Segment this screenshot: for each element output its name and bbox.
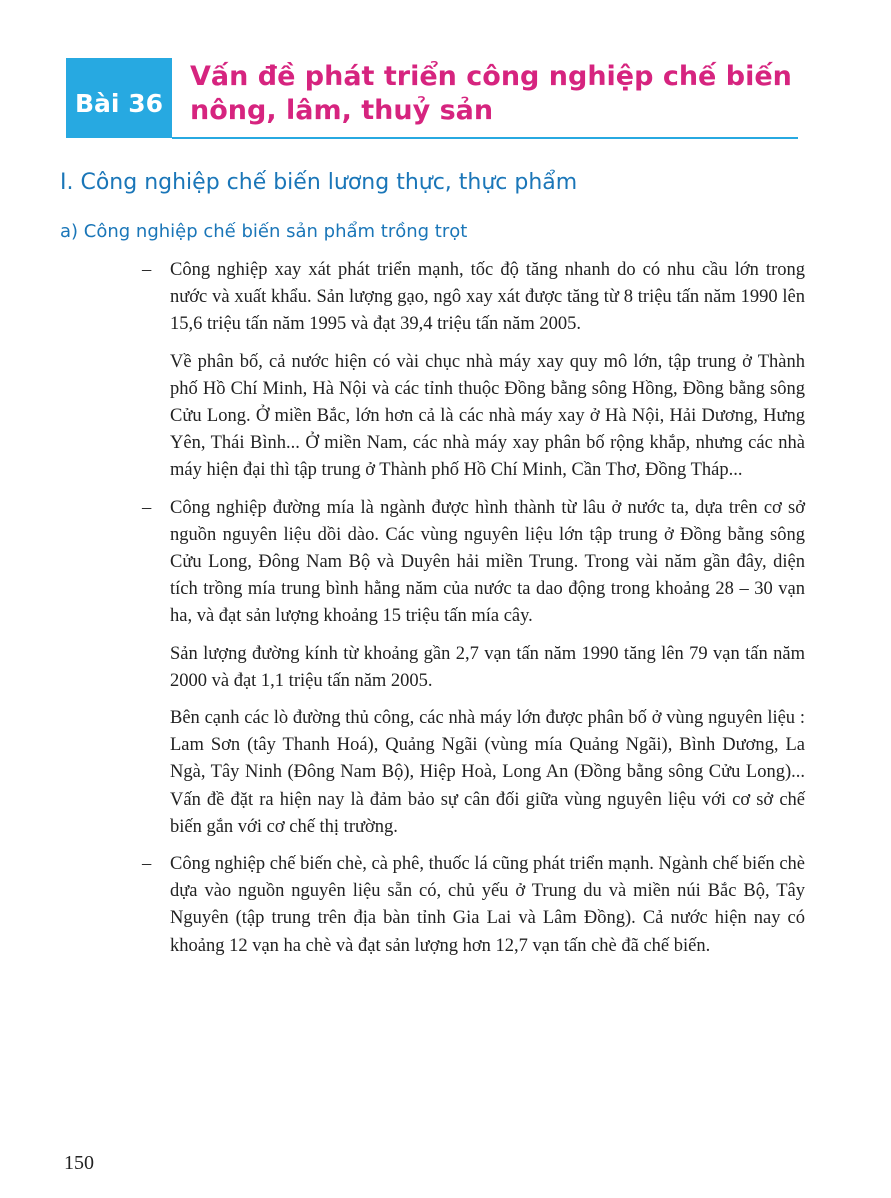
bullet-dash: – — [142, 497, 152, 518]
list-item — [140, 257, 805, 485]
paragraph: Bên cạnh các lò đường thủ công, các nhà máy lớn được phân bố ở vùng nguyên liệu : Lam Sơn (tây Thanh Hoá), Quảng Ngãi (vùng mía Quảng Ngãi), Bình Dương, La Ngà, Tây Ninh (Đông Nam Bộ), Hiệp Hoà, Long An (Đồng bằng sông Cửu Long)... Vấn đề đặt ra hiện nay là đảm bảo sự cân đối giữa vùng nguyên liệu với cơ sở chế biến gắn với cơ chế thị trường. — [170, 708, 805, 837]
lesson-title — [190, 60, 810, 128]
paragraph: Công nghiệp xay xát phát triển mạnh, tốc độ tăng nhanh do có nhu cầu lớn trong nước và xuất khẩu. Sản lượng gạo, ngô xay xát được tăng từ 8 triệu tấn năm 1990 lên 15,6 triệu tấn năm 1995 và đạt 39,4 triệu tấn năm 2005. — [170, 260, 805, 335]
bullet-dash: – — [142, 260, 152, 280]
list-item — [140, 495, 805, 841]
paragraph: Công nghiệp đường mía là ngành được hình thành từ lâu ở nước ta, dựa trên cơ sở nguồn nguyên liệu dồi dào. Các vùng nguyên liệu lớn tập trung ở Đồng bằng sông Cửu Long, Đông Nam Bộ và Duyên hải miền Trung. Trong vài năm gần đây, diện tích trồng mía trung bình hằng năm của nước ta dao động trong khoảng 28 – 30 vạn ha, và đạt sản lượng khoảng 15 triệu tấn mía cây. — [170, 497, 805, 627]
lesson-title-line-2: nông, lâm, thuỷ sản — [190, 95, 494, 126]
page-number: 150 — [64, 1152, 94, 1174]
lesson-title-line-1: Vấn đề phát triển công nghiệp chế biến — [190, 61, 792, 92]
title-divider — [172, 137, 798, 139]
bullet-dash: – — [142, 854, 152, 875]
paragraph: Về phân bố, cả nước hiện có vài chục nhà máy xay quy mô lớn, tập trung ở Thành phố Hồ Chí Minh, Hà Nội và các tỉnh thuộc Đồng bằng sông Hồng, Đồng bằng sông Cửu Long. Ở miền Bắc, lớn hơn cả là các nhà máy xay ở Hà Nội, Hải Dương, Hưng Yên, Thái Bình... Ở miền Nam, các nhà máy xay phân bố rộng khắp, nhưng các nhà máy hiện đại thì tập trung ở Thành phố Hồ Chí Minh, Cần Thơ, Đồng Tháp... — [170, 351, 805, 481]
lesson-badge: Bài 36 — [66, 58, 172, 138]
paragraph: Sản lượng đường kính từ khoảng gần 2,7 vạn tấn năm 1990 tăng lên 79 vạn tấn năm 2000 và đạt 1,1 triệu tấn năm 2005. — [170, 643, 805, 691]
subsection-heading: a) Công nghiệp chế biến sản phẩm trồng trọt — [60, 221, 468, 242]
paragraph: Công nghiệp chế biến chè, cà phê, thuốc lá cũng phát triển mạnh. Ngành chế biến chè dựa vào nguồn nguyên liệu sẵn có, chủ yếu ở Trung du và miền núi Bắc Bộ, Tây Nguyên (tập trung trên địa bàn tỉnh Gia Lai và Lâm Đồng). Cả nước hiện nay có khoảng 12 vạn ha chè và đạt sản lượng hơn 12,7 vạn tấn chè đã chế biến. — [170, 854, 805, 956]
section-heading: I. Công nghiệp chế biến lương thực, thực phẩm — [60, 170, 578, 195]
list-item — [140, 851, 805, 960]
body-content — [140, 257, 805, 970]
